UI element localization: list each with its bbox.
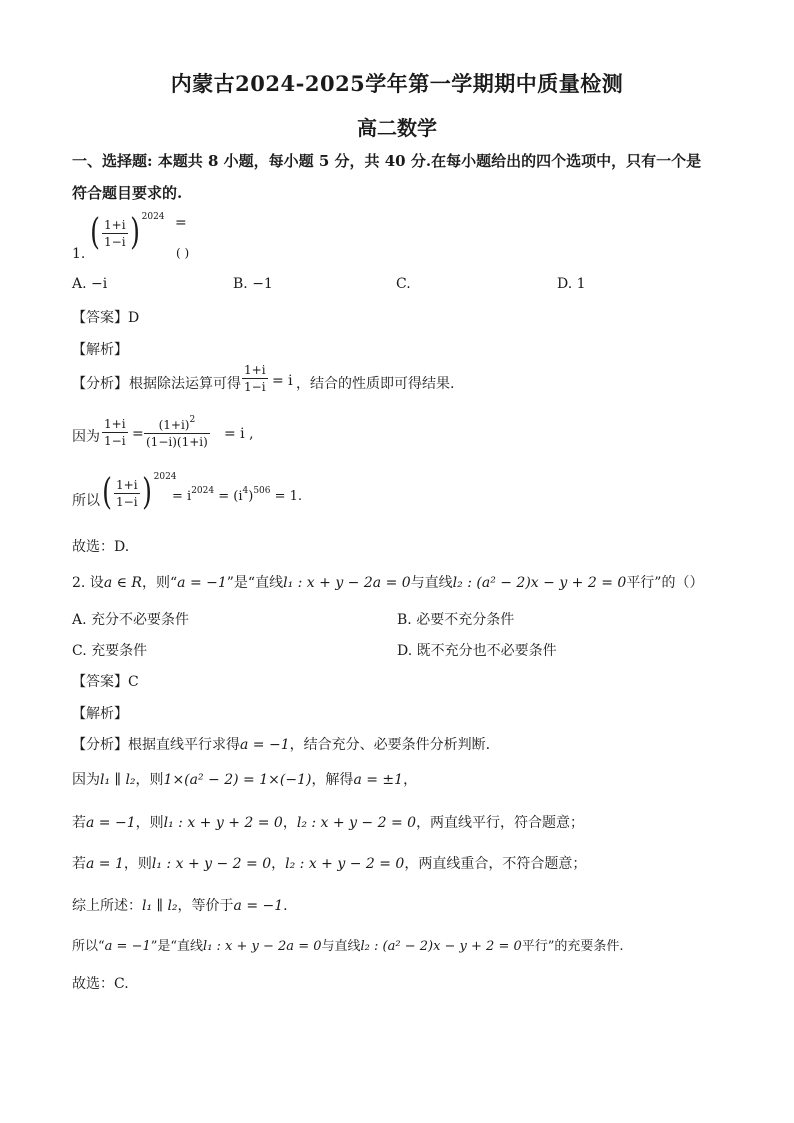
exam-title: 内蒙古2024-2025学年第一学期期中质量检测 (170, 71, 624, 96)
analysis-fraction: $\frac{1+i}{1-i}$ (244, 363, 266, 394)
q2-choose: 故选：C. (72, 976, 129, 992)
q2-answer: 【答案】C (72, 674, 139, 690)
q1-option-a: A. −i (72, 276, 108, 292)
q2-step-1: 因为l₁ ∥ l₂，则1×(a² − 2) = 1×(−1)，解得a = ±1， (72, 772, 418, 788)
q2-option-c: C. 充要条件 (72, 643, 148, 659)
section-heading-line1: 一、选择题: 本题共 8 小题，每小题 5 分，共 40 分.在每小题给出的四个选项中，只有一个是 (72, 152, 702, 170)
q2-stem: 2. 设a ∈ R，则“a = −1”是“直线l₁ : x + y − 2a = 0与直线l₂ : (a² − 2)x − y + 2 = 0平行”的（） (72, 575, 704, 591)
q1-number: 1. (72, 246, 86, 262)
section-heading-line2: 符合题目要求的. (72, 184, 183, 202)
q1-jiexi: 【解析】 (72, 342, 128, 358)
left-paren: ( (90, 212, 100, 253)
q2-option-a: A. 充分不必要条件 (72, 612, 190, 628)
q1-answer: 【答案】D (72, 310, 140, 326)
q2-step-3: 若a = 1，则l₁ : x + y − 2 = 0，l₂ : x + y − 2 = 0，两直线重合，不符合题意； (72, 856, 587, 872)
q1-choose: 故选：D. (72, 539, 130, 555)
q1-exponent: 2024 (141, 212, 165, 222)
q2-step-2: 若a = −1，则l₁ : x + y + 2 = 0，l₂ : x + y − 2 = 0，两直线平行，符合题意； (72, 815, 585, 831)
q1-expression: ( $\frac{1+i}{1-i}$ ) $^{2024}$ = (90, 212, 187, 253)
document-page: 内蒙古2024-2025学年第一学期期中质量检测 高二数学 一、选择题: 本题共 8 小题，每小题 5 分，共 40 分.在每小题给出的四个选项中，只有一个是 符合题目要求的. 1. ( $\frac{1+i}{1-i}$ ) $^{2024}$ = ( ) A. −i B. −1 C. D. 1 【答案】D 【解析】 【分析】 根据除法运算可得 $\frac{1+i}{1-i}$ = i ，结合的性质即可得结果. 因为 $\frac{1+i}{1-i}$ = $\frac{(1+i)^2}{(1-i)(1+i)}$ = i , 所以 ( $\frac{1+i}{1-i}$ ) $^{2024}$ = $i^{2024} = (i^4)^{506} = 1$. 故选：D. 2. 设a ∈ R，则“a = −1”是“直线l₁ : x + y − 2a = 0与直线l₂ : (a² − 2)x − y + 2 = 0平行”的（） A. 充分不必要条件 B. 必要不充分条件 C. 充要条件 D. 既不充分也不必要条件 【答案】C 【解析】 【分析】根据直线平行求得a = −1，结合充分、必要条件分析判断. 因为l₁ ∥ l₂，则1×(a² − 2) = 1×(−1)，解得a = ±1， 若a = −1，则l₁ : x + y + 2 = 0，l₂ : x + y − 2 = 0，两直线平行，符合题意； 若a = 1，则l₁ : x + y − 2 = 0，l₂ : x + y − 2 = 0，两直线重合，不符合题意； 综上所述：l₁ ∥ l₂，等价于a = −1. 所以“a = −1”是“直线l₁ : x + y − 2a = 0与直线l₂ : (a² − 2)x − y + 2 = 0平行”的充要条件. 故选：C. (0, 0, 794, 1123)
because-fraction: $\frac{(1+i)^2}{(1-i)(1+i)}$ (144, 412, 210, 450)
q1-option-c: C. (396, 276, 411, 292)
q1-fraction: $\frac{1+i}{1-i}$ (104, 217, 126, 249)
right-paren: ) (129, 212, 140, 253)
q1-blank: ( ) (176, 246, 190, 260)
q2-option-b: B. 必要不充分条件 (397, 612, 515, 628)
q2-step-5: 所以“a = −1”是“直线l₁ : x + y − 2a = 0与直线l₂ : (a² − 2)x − y + 2 = 0平行”的充要条件. (72, 939, 624, 954)
q2-jiexi: 【解析】 (72, 706, 128, 722)
q2-analysis: 【分析】根据直线平行求得a = −1，结合充分、必要条件分析判断. (72, 737, 491, 753)
q1-option-b: B. −1 (233, 276, 273, 292)
q1-so-result: = $i^{2024} = (i^4)^{506} = 1$. (172, 486, 303, 504)
q1-option-d: D. 1 (557, 276, 586, 292)
q2-step-4: 综上所述：l₁ ∥ l₂，等价于a = −1. (72, 898, 288, 914)
exam-subtitle: 高二数学 (357, 116, 437, 140)
q2-option-d: D. 既不充分也不必要条件 (397, 643, 557, 659)
